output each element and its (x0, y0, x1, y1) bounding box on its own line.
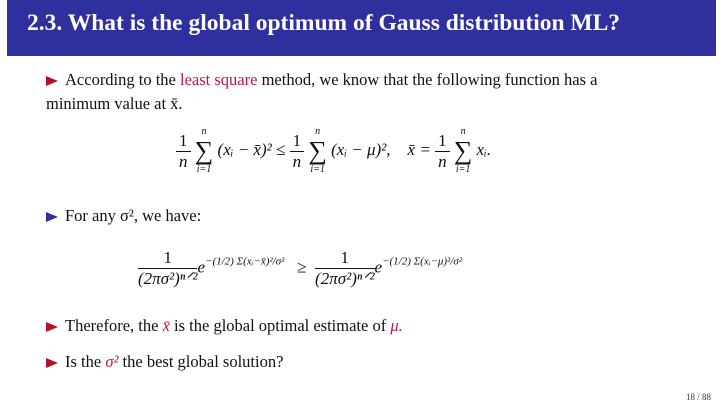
bullet-marker-1 (46, 76, 58, 86)
mu-highlight: μ. (390, 316, 403, 335)
bullet-marker-2 (46, 212, 58, 222)
sigma-highlight: σ² (105, 352, 119, 371)
bullet-2-text: For any σ², we have: (65, 206, 202, 225)
bullet-1-line2: minimum value at x̄. (46, 94, 183, 113)
equation-least-square: $\frac{1}{n}$ n ∑ i=1 (xᵢ − x̄)² ≤ $\frac{1}{n}$ n ∑ i=1 (xᵢ − μ)², x̄ = $\frac{1}{n}$ n ∑ i=1 xᵢ. (176, 126, 491, 176)
slide-title: 2.3. What is the global optimum of Gauss distribution ML? (27, 10, 621, 36)
bullet-4-text: Is the σ² the best global solution? (65, 352, 284, 371)
equation-likelihood: $\frac{1}{\text{(2πσ²)ⁿᐟ²}}$ $e^{-(1/2) \Sigma(xᵢ-x̄)^2/\sigma^2}$ ≥ $\frac{1}{\text{(2πσ²)ⁿᐟ²}}$ $e^{-(1/2) \Sigma(xᵢ-\mu)^2/\sigma^2}$ (138, 248, 463, 288)
bullet-marker-3 (46, 322, 58, 332)
bullet-1-text: According to the least square method, we know that the following function has a (65, 70, 598, 89)
xbar-highlight: x̄ (162, 316, 170, 335)
least-square-highlight: least square (180, 70, 258, 89)
title-bar (7, 0, 716, 56)
bullet-3-text: Therefore, the x̄ is the global optimal estimate of μ. (65, 316, 403, 335)
page-number: 18 / 88 (685, 392, 711, 402)
bullet-marker-4 (46, 358, 58, 368)
